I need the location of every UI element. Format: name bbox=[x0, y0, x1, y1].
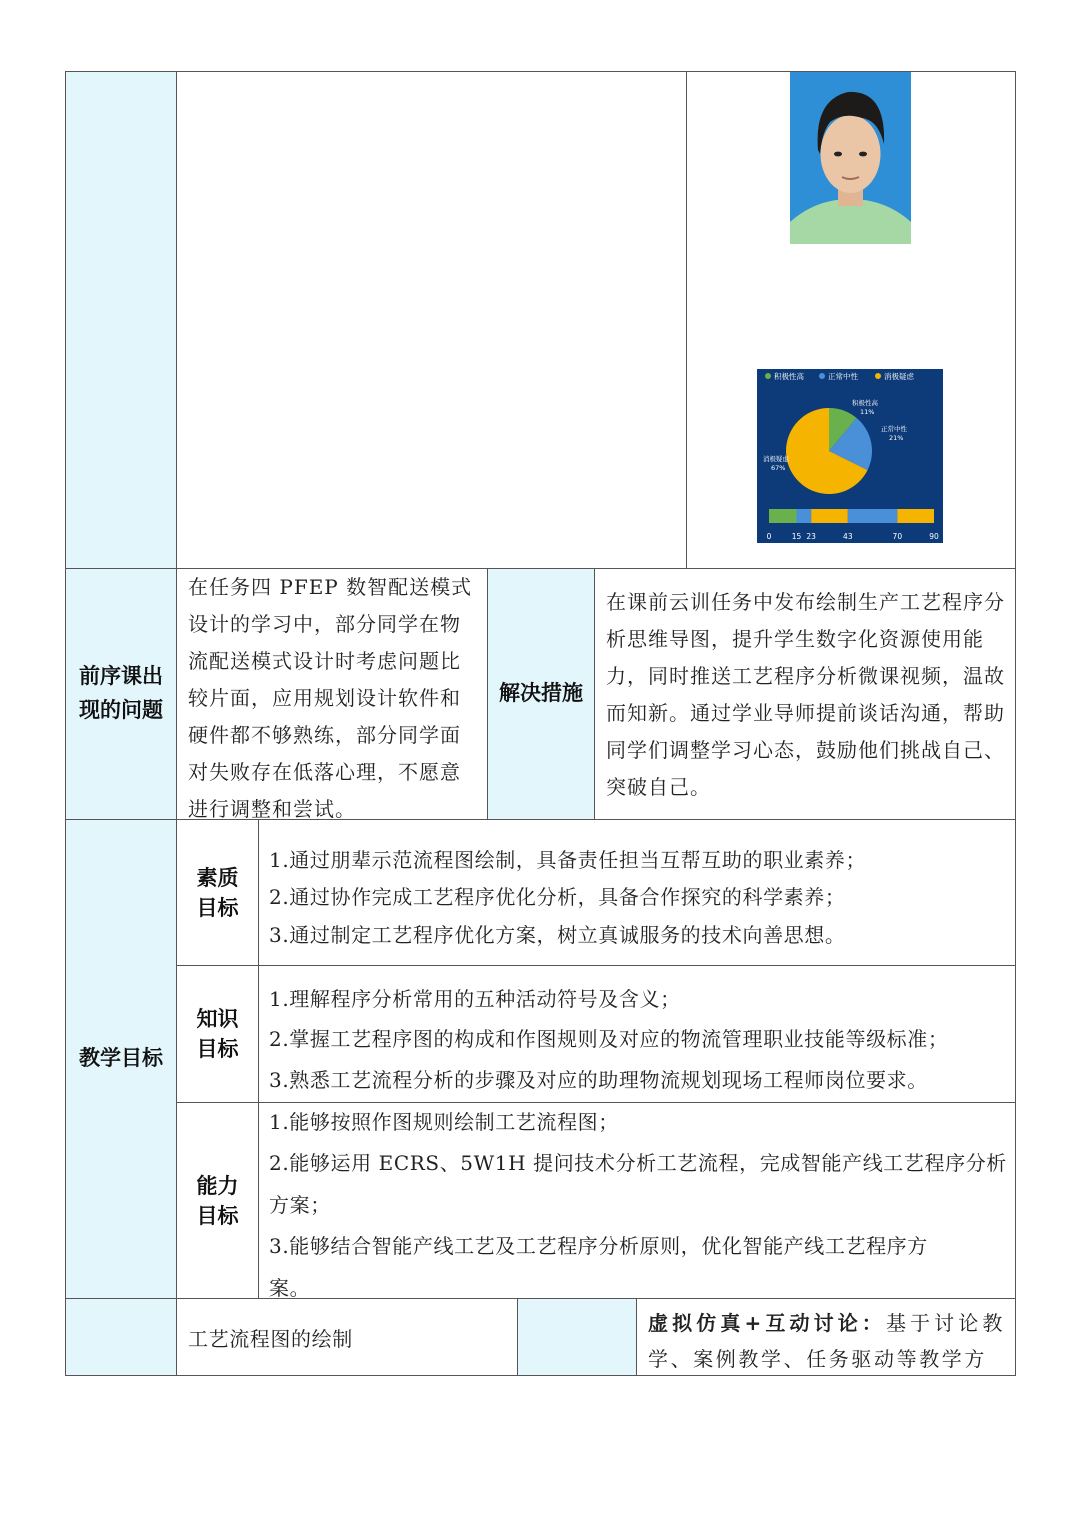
goals-label-text: 教学目标 bbox=[79, 1046, 163, 1071]
pie-label-1-1: 21% bbox=[889, 434, 904, 442]
ability-goal-3: 3.能够结合智能产线工艺及工艺程序分析原则，优化智能产线工艺程序方 bbox=[269, 1234, 928, 1258]
solution-label-text: 解决措施 bbox=[499, 681, 583, 706]
knowledge-goal-label bbox=[176, 965, 259, 1103]
bar-tick-2: 23 bbox=[806, 532, 816, 541]
method-cell bbox=[636, 1298, 1016, 1376]
knowledge-goal-3: 3.熟悉工艺流程分析的步骤及对应的助理物流规划现场工程师岗位要求。 bbox=[269, 1068, 928, 1092]
mood-pie-chart bbox=[757, 369, 943, 543]
bar-segment-4 bbox=[897, 509, 934, 523]
problems-text-cell bbox=[176, 568, 488, 820]
solution-text-cell bbox=[594, 568, 1016, 820]
bar-tick-1: 15 bbox=[791, 532, 802, 541]
legend-swatch-0 bbox=[765, 373, 771, 379]
method-bold: 虚拟仿真+互动讨论： bbox=[648, 1311, 886, 1335]
ability-goal-label-text: 能力目标 bbox=[196, 1173, 239, 1228]
legend-label-2: 消极疑虑 bbox=[884, 372, 914, 381]
ability-goal-1: 1.能够按照作图规则绘制工艺流程图； bbox=[269, 1110, 619, 1134]
row1-label-cell bbox=[65, 71, 177, 569]
ability-goal-2: 2.能够运用 ECRS、5W1H 提问技术分析工艺流程，完成智能产线工艺程序分析 bbox=[269, 1151, 1007, 1175]
quality-goal-2: 2.通过协作完成工艺程序优化分析，具备合作探究的科学素养； bbox=[269, 885, 846, 909]
ability-goal-2-cont: 方案； bbox=[269, 1193, 331, 1217]
bar-segment-3 bbox=[848, 509, 898, 523]
legend-label-0: 积极性高 bbox=[774, 372, 804, 381]
bar-segment-2 bbox=[811, 509, 848, 523]
quality-goal-label bbox=[176, 819, 259, 966]
knowledge-goal-label-text: 知识目标 bbox=[196, 1007, 239, 1061]
method-label-cell bbox=[517, 1298, 637, 1376]
solution-text: 在课前云训任务中发布绘制生产工艺程序分析思维导图，提升学生数字化资源使用能力，同时推送工艺程序分析微课视频，温故而知新。通过学业导师提前谈话沟通，帮助同学们调整学习心态，鼓励他们挑战自己、突破自己。 bbox=[606, 590, 1005, 799]
student-photo bbox=[790, 72, 911, 244]
pie-label-0-0: 积极性高 bbox=[852, 399, 878, 407]
ability-goal-3-cont: 案。 bbox=[269, 1276, 311, 1300]
topic-cell bbox=[176, 1298, 518, 1376]
bar-tick-4: 70 bbox=[892, 532, 903, 541]
knowledge-goal-1: 1.理解程序分析常用的五种活动符号及含义； bbox=[269, 987, 681, 1011]
problems-label-text: 前序课出现的问题 bbox=[79, 664, 163, 722]
bar-segment-0 bbox=[769, 509, 797, 523]
pie-label-2-0: 消极疑虑 bbox=[763, 455, 789, 463]
bar-tick-0: 0 bbox=[766, 532, 772, 541]
knowledge-goal-2: 2.掌握工艺程序图的构成和作图规则及对应的物流管理职业技能等级标准； bbox=[269, 1027, 949, 1051]
method-rest: 基于讨论教学、案例教学、任务驱动等教学方 bbox=[648, 1311, 1006, 1371]
ability-goal-label bbox=[176, 1102, 259, 1299]
quality-goal-label-text: 素质目标 bbox=[196, 865, 239, 920]
legend-swatch-2 bbox=[875, 373, 881, 379]
row1-content-cell bbox=[176, 71, 687, 569]
legend-swatch-1 bbox=[819, 373, 825, 379]
legend-label-1: 正常中性 bbox=[828, 372, 858, 381]
knowledge-goal-items bbox=[258, 965, 1016, 1103]
method-text bbox=[648, 1305, 1005, 1376]
pie-label-1-0: 正常中性 bbox=[881, 425, 907, 433]
solution-label bbox=[487, 568, 595, 820]
problems-label bbox=[65, 568, 177, 820]
ability-goal-items bbox=[258, 1102, 1016, 1299]
quality-goal-1: 1.通过朋辈示范流程图绘制，具备责任担当互帮互助的职业素养； bbox=[269, 848, 867, 872]
problems-text: 在任务四 PFEP 数智配送模式设计的学习中，部分同学在物流配送模式设计时考虑问题比较片面，应用规划设计软件和硬件都不够熟练，部分同学面对失败存在低落心理，不愿意进行调整和尝试。 bbox=[188, 575, 473, 821]
bar-tick-5: 90 bbox=[929, 532, 939, 541]
quality-goal-3: 3.通过制定工艺程序优化方案，树立真诚服务的技术向善思想。 bbox=[269, 923, 846, 947]
topic-text: 工艺流程图的绘制 bbox=[188, 1326, 353, 1351]
goals-label bbox=[65, 819, 177, 1299]
row4-label-cell bbox=[65, 1298, 177, 1376]
pie-label-0-1: 11% bbox=[860, 408, 875, 416]
bar-tick-3: 43 bbox=[843, 532, 853, 541]
quality-goal-items bbox=[258, 819, 1016, 966]
bar-segment-1 bbox=[797, 509, 812, 523]
pie-label-2-1: 67% bbox=[771, 464, 786, 472]
